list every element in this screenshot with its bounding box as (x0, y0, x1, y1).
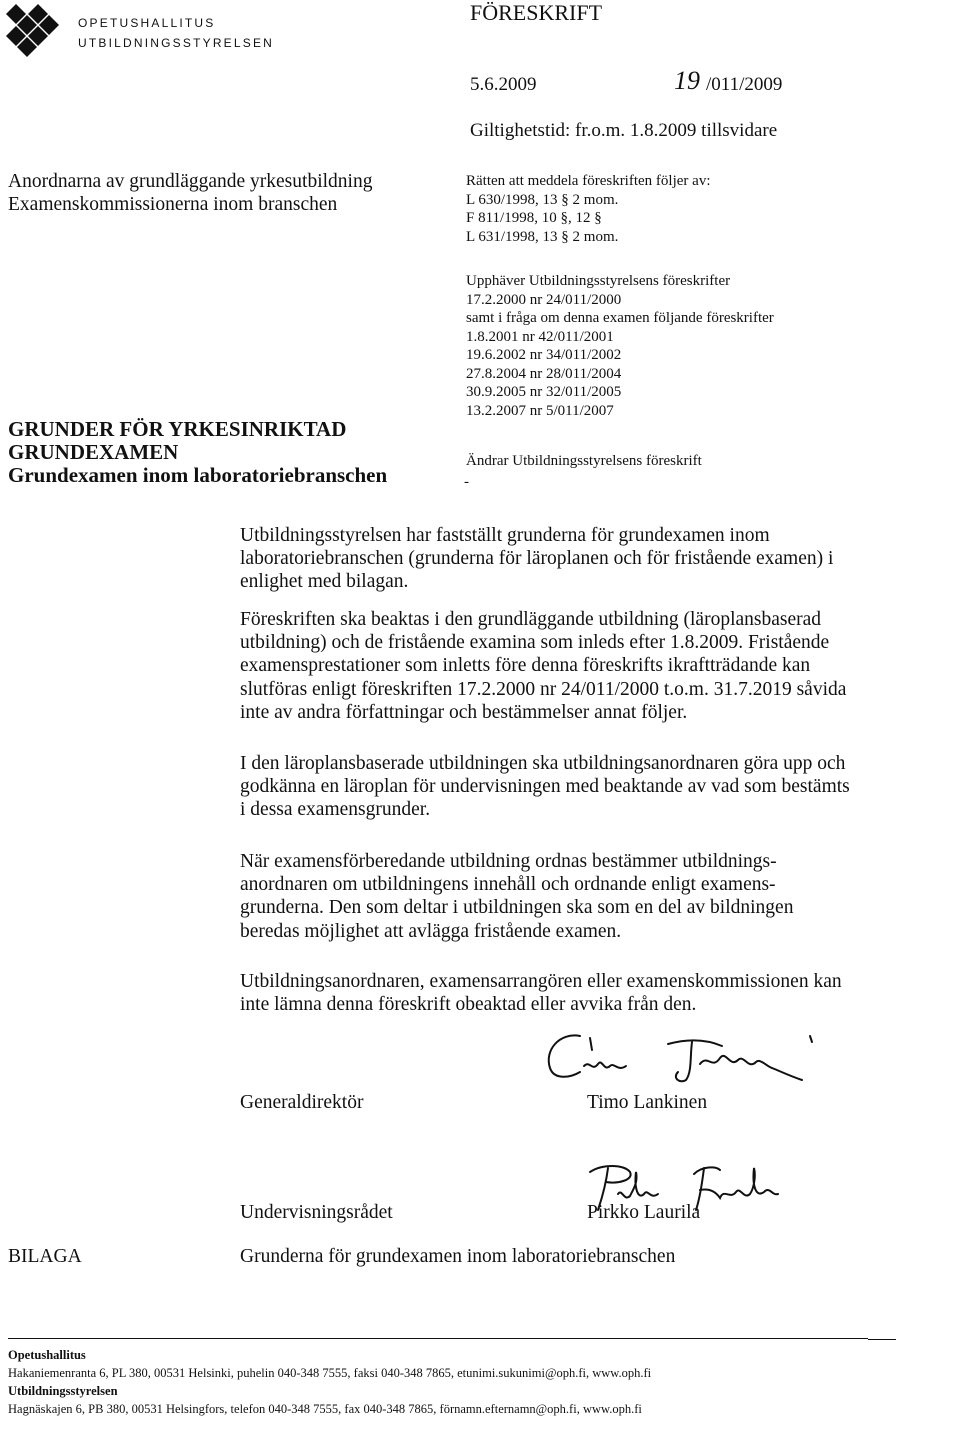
document-date: 5.6.2009 (470, 74, 537, 95)
document-number (674, 66, 859, 98)
paragraph-line: laboratoriebranschen (grunderna för läroplanen och för fristående examen) i (240, 548, 834, 570)
repealed-main: 17.2.2000 nr 24/011/2000 (466, 291, 622, 308)
paragraph-line: Föreskriften ska beaktas i den grundläggande utbildning (läroplansbaserad (240, 609, 822, 630)
repealed-item: 30.9.2005 nr 32/011/2005 (466, 384, 622, 400)
paragraph-line: inte av andra författningar och bestämmelser annat följer. (240, 701, 688, 723)
document-type: FÖRESKRIFT (470, 0, 603, 25)
handwritten-number: 19 (674, 66, 700, 95)
footer-divider-end (868, 1339, 896, 1340)
paragraph-line: godkänna en läroplan för undervisningen med beaktande av vad som bestämts (240, 776, 850, 798)
paragraph-line: När examensförberedande utbildning ordnas bestämmer utbildnings- (240, 851, 777, 872)
title-line: Grundexamen inom laboratoriebranschen (8, 463, 388, 487)
paragraph (240, 970, 880, 1016)
law-reference: F 811/1998, 10 §, 12 § (466, 210, 602, 226)
paragraph-line: slutföras enligt föreskriften 17.2.2000 nr 24/011/2000 t.o.m. 31.7.2019 såvida (240, 678, 847, 700)
paragraph-line: grunderna. Den som deltar i utbildningen ska som en del av bildningen (240, 897, 794, 919)
repeals-intro: Upphäver Utbildningsstyrelsens föreskrifter (466, 273, 731, 289)
repealed-item: 1.8.2001 nr 42/011/2001 (466, 328, 614, 345)
validity-period: Giltighetstid: fr.o.m. 1.8.2009 tillsvidare (470, 120, 778, 141)
paragraph-line: i dessa examensgrunder. (240, 799, 431, 821)
paragraph-line: examensprestationer som inletts före denna föreskrifts ikraftträdande kan (240, 655, 811, 677)
footer-divider (8, 1338, 868, 1339)
paragraph-line: I den läroplansbaserade utbildningen ska utbildningsanordnaren göra upp och (240, 753, 846, 774)
recipient: Examenskommissionerna inom branschen (8, 194, 338, 215)
paragraph-line: enlighet med bilagan. (240, 571, 409, 593)
signatory-name: Timo Lankinen (587, 1092, 708, 1113)
repealed-item: 19.6.2002 nr 34/011/2002 (466, 347, 622, 363)
footer-org-swedish: Utbildningsstyrelsen (8, 1384, 118, 1398)
paragraph (240, 608, 880, 724)
paragraph (240, 524, 880, 594)
repealed-item: 13.2.2007 nr 5/011/2007 (466, 402, 614, 419)
signatory-role: Generaldirektör (240, 1092, 364, 1113)
paragraph-line: utbildning) och de fristående examina som inleds efter 1.8.2009. Fristående (240, 632, 830, 654)
org-name-swedish: UTBILDNINGSSTYRELSEN (78, 36, 275, 50)
signature-director-general (540, 1028, 840, 1088)
title-line: GRUNDER FÖR YRKESINRIKTAD (8, 417, 347, 441)
paragraph-line: anordnaren om utbildningens innehåll och ordnande enligt examens- (240, 874, 776, 896)
paragraph (240, 752, 880, 822)
footer-org-finnish: Opetushallitus (8, 1348, 86, 1362)
paragraph-line: beredas möjlighet att avlägga fristående examen. (240, 920, 622, 942)
repeals-related-intro: samt i fråga om denna examen följande föreskrifter (466, 310, 774, 326)
authority-intro: Rätten att meddela föreskriften följer av: (466, 173, 711, 189)
attachment-title: Grunderna för grundexamen inom laboratoriebranschen (240, 1246, 676, 1267)
paragraph-line: Utbildningsstyrelsen har fastställt grunderna för grundexamen inom (240, 525, 770, 546)
law-reference: L 630/1998, 13 § 2 mom. (466, 191, 619, 208)
signatory-name: Pirkko Laurila (587, 1202, 701, 1223)
opetushallitus-logo-icon (2, 2, 64, 62)
org-name-finnish: OPETUSHALLITUS (78, 16, 216, 30)
signatory-role: Undervisningsrådet (240, 1202, 393, 1223)
paragraph-line: inte lämna denna föreskrift obeaktad eller avvika från den. (240, 994, 697, 1016)
footer-address-swedish: Hagnäskajen 6, PB 380, 00531 Helsingfors, telefon 040-348 7555, fax 040-348 7865, förnamn.efternamn@oph.fi, www.oph.fi (8, 1402, 642, 1416)
paragraph (240, 850, 880, 943)
law-reference: L 631/1998, 13 § 2 mom. (466, 228, 619, 245)
document-number-suffix: /011/2009 (706, 74, 783, 95)
recipient: Anordnarna av grundläggande yrkesutbildning (8, 171, 373, 192)
repealed-item: 27.8.2004 nr 28/011/2004 (466, 365, 622, 382)
amends-value: - (464, 474, 469, 490)
legal-authority (466, 172, 946, 246)
repealed-regulations (466, 272, 946, 420)
amends-intro: Ändrar Utbildningsstyrelsens föreskrift (466, 453, 702, 469)
document-title (8, 418, 438, 487)
attachment-label: BILAGA (8, 1246, 82, 1267)
title-line: GRUNDEXAMEN (8, 440, 179, 464)
recipients (8, 170, 428, 216)
footer-address-finnish: Hakaniemenranta 6, PL 380, 00531 Helsinki, puhelin 040-348 7555, faksi 040-348 7865, etunimi.sukunimi@oph.fi, www.oph.fi (8, 1366, 652, 1380)
paragraph-line: Utbildningsanordnaren, examensarrangören eller examenskommissionen kan (240, 971, 842, 992)
footer (8, 1346, 948, 1418)
